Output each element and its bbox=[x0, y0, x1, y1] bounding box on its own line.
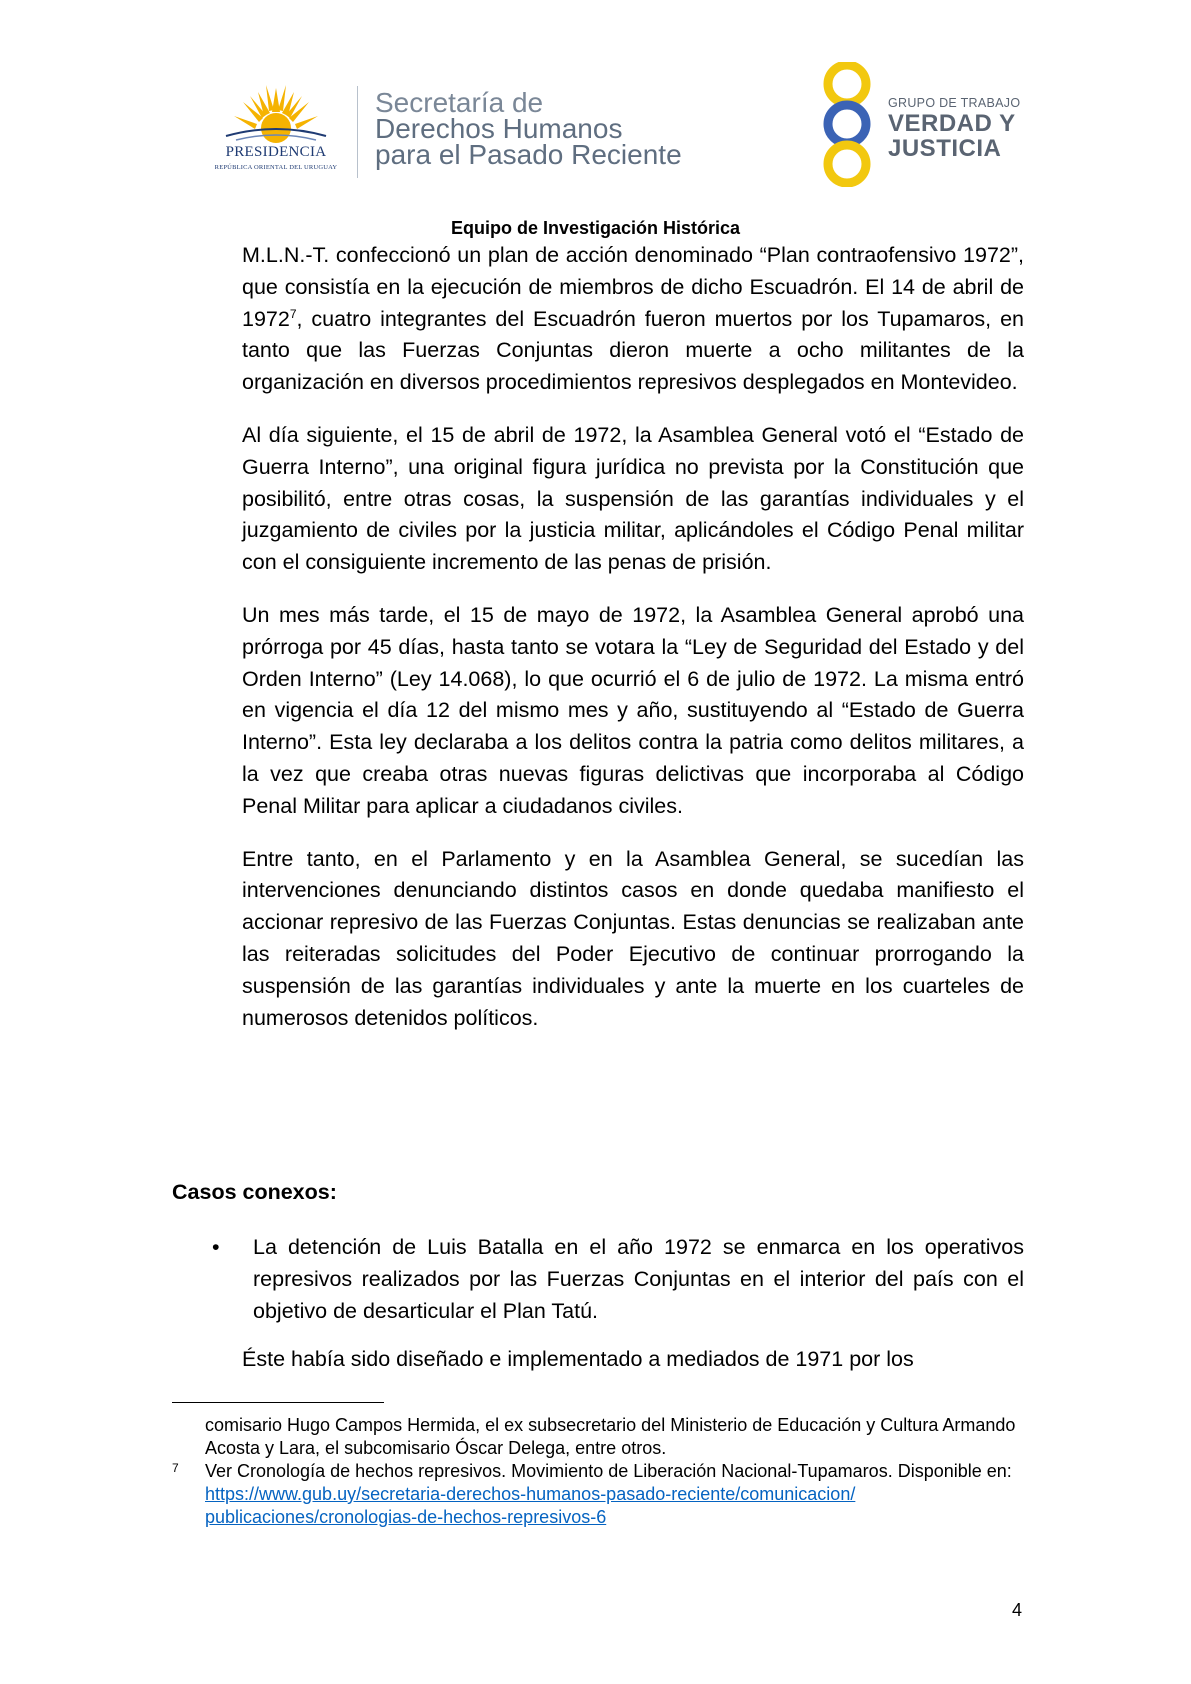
continuing-paragraph: Éste había sido diseñado e implementado a mediados de 1971 por los bbox=[242, 1347, 914, 1371]
footnote-carryover: comisario Hugo Campos Hermida, el ex subsecretario del Ministerio de Educación y Cultura Armando Acosta y Lara, el subcomisario Óscar Delega, entre otros. bbox=[205, 1415, 1016, 1458]
bullet-icon: • bbox=[212, 1235, 220, 1259]
grupo-line3: JUSTICIA bbox=[888, 135, 1002, 162]
section-title: Casos conexos: bbox=[172, 1180, 337, 1204]
bullet-item bbox=[212, 1232, 1024, 1327]
secretaria-line3: para el Pasado Reciente bbox=[375, 139, 682, 170]
footnote-separator bbox=[172, 1402, 384, 1403]
rings-icon bbox=[812, 62, 882, 187]
grupo-trabajo-logo bbox=[812, 62, 1072, 187]
secretaria-line1: Secretaría de bbox=[375, 87, 544, 118]
footnote-link-line2[interactable]: publicaciones/cronologias-de-hechos-represivos-6 bbox=[205, 1507, 607, 1527]
grupo-line2: VERDAD Y bbox=[888, 110, 1016, 137]
secretaria-title bbox=[375, 87, 682, 170]
presidencia-subtitle: REPÚBLICA ORIENTAL DEL URUGUAY bbox=[214, 164, 338, 171]
presidencia-logo bbox=[196, 82, 356, 182]
paragraph-4: Entre tanto, en el Parlamento y en la Asamblea General, se sucedían las intervenciones denunciando distintos casos en donde quedaba manifiesto el accionar represivo de las Fuerzas Conjuntas. Estas denuncias se realizaban ante las reiteradas solicitudes del Poder Ejecutivo de continuar prorrogando la suspensión de las garantías individuales y ante la muerte en los cuarteles de numerosos detenidos políticos. bbox=[242, 846, 1024, 1030]
sun-icon bbox=[196, 82, 356, 146]
paragraph-1-a: M.L.N.-T. confeccionó un plan de acción denominado “Plan contraofensivo 1972”, que consistía en la ejecución de miembros de dicho Escuadrón. El 14 de abril de 1972 bbox=[242, 243, 1024, 331]
paragraph-3: Un mes más tarde, el 15 de mayo de 1972, la Asamblea General aprobó una prórroga por 45 días, hasta tanto se votara la “Ley de Seguridad del Estado y del Orden Interno” (Ley 14.068), lo que ocurrió el 6 de julio de 1972. La misma entró en vigencia el día 12 del mismo mes y año, sustituyendo al “Estado de Guerra Interno”. Esta ley declaraba a los delitos contra la patria como delitos militares, a la vez que creaba otras nuevas figuras delictivas que incorporaba al Código Penal Militar para aplicar a ciudadanos civiles. bbox=[242, 602, 1024, 818]
grupo-line1: GRUPO DE TRABAJO bbox=[888, 96, 1021, 110]
footnote-7 bbox=[205, 1460, 1027, 1529]
footnote-ref-7: 7 bbox=[289, 306, 297, 321]
paragraph-1 bbox=[242, 240, 1024, 399]
team-title: Equipo de Investigación Histórica bbox=[450, 218, 741, 238]
header-divider bbox=[357, 86, 358, 178]
page-number: 4 bbox=[1012, 1600, 1023, 1620]
secretaria-line2: Derechos Humanos bbox=[375, 113, 623, 144]
paragraph-1-b: , cuatro integrantes del Escuadrón fueron muertos por los Tupamaros, en tanto que las Fuerzas Conjuntas dieron muerte a ocho militantes de la organización en diversos procedimientos represivos desplegados en Montevideo. bbox=[242, 306, 1024, 395]
paragraph-2: Al día siguiente, el 15 de abril de 1972, la Asamblea General votó el “Estado de Guerra Interno”, una original figura jurídica no prevista por la Constitución que posibilitó, entre otras cosas, la suspensión de las garantías individuales y el juzgamiento de civiles por la justicia militar, aplicándoles el Código Penal militar con el consiguiente incremento de las penas de prisión. bbox=[242, 422, 1024, 575]
bullet-text: La detención de Luis Batalla en el año 1972 se enmarca en los operativos represivos realizados por las Fuerzas Conjuntas en el interior del país con el objetivo de desarticular el Plan Tatú. bbox=[253, 1235, 1024, 1323]
body-text bbox=[242, 240, 1024, 1055]
footnote-number-7: 7 bbox=[172, 1461, 179, 1475]
footnote-7-text: Ver Cronología de hechos represivos. Movimiento de Liberación Nacional-Tupamaros. Disponible en: bbox=[205, 1461, 1012, 1481]
footnote-link-line1[interactable]: https://www.gub.uy/secretaria-derechos-humanos-pasado-reciente/comunicacion/ bbox=[205, 1484, 856, 1504]
presidencia-name: PRESIDENCIA bbox=[225, 144, 327, 160]
page-header bbox=[0, 0, 1191, 238]
